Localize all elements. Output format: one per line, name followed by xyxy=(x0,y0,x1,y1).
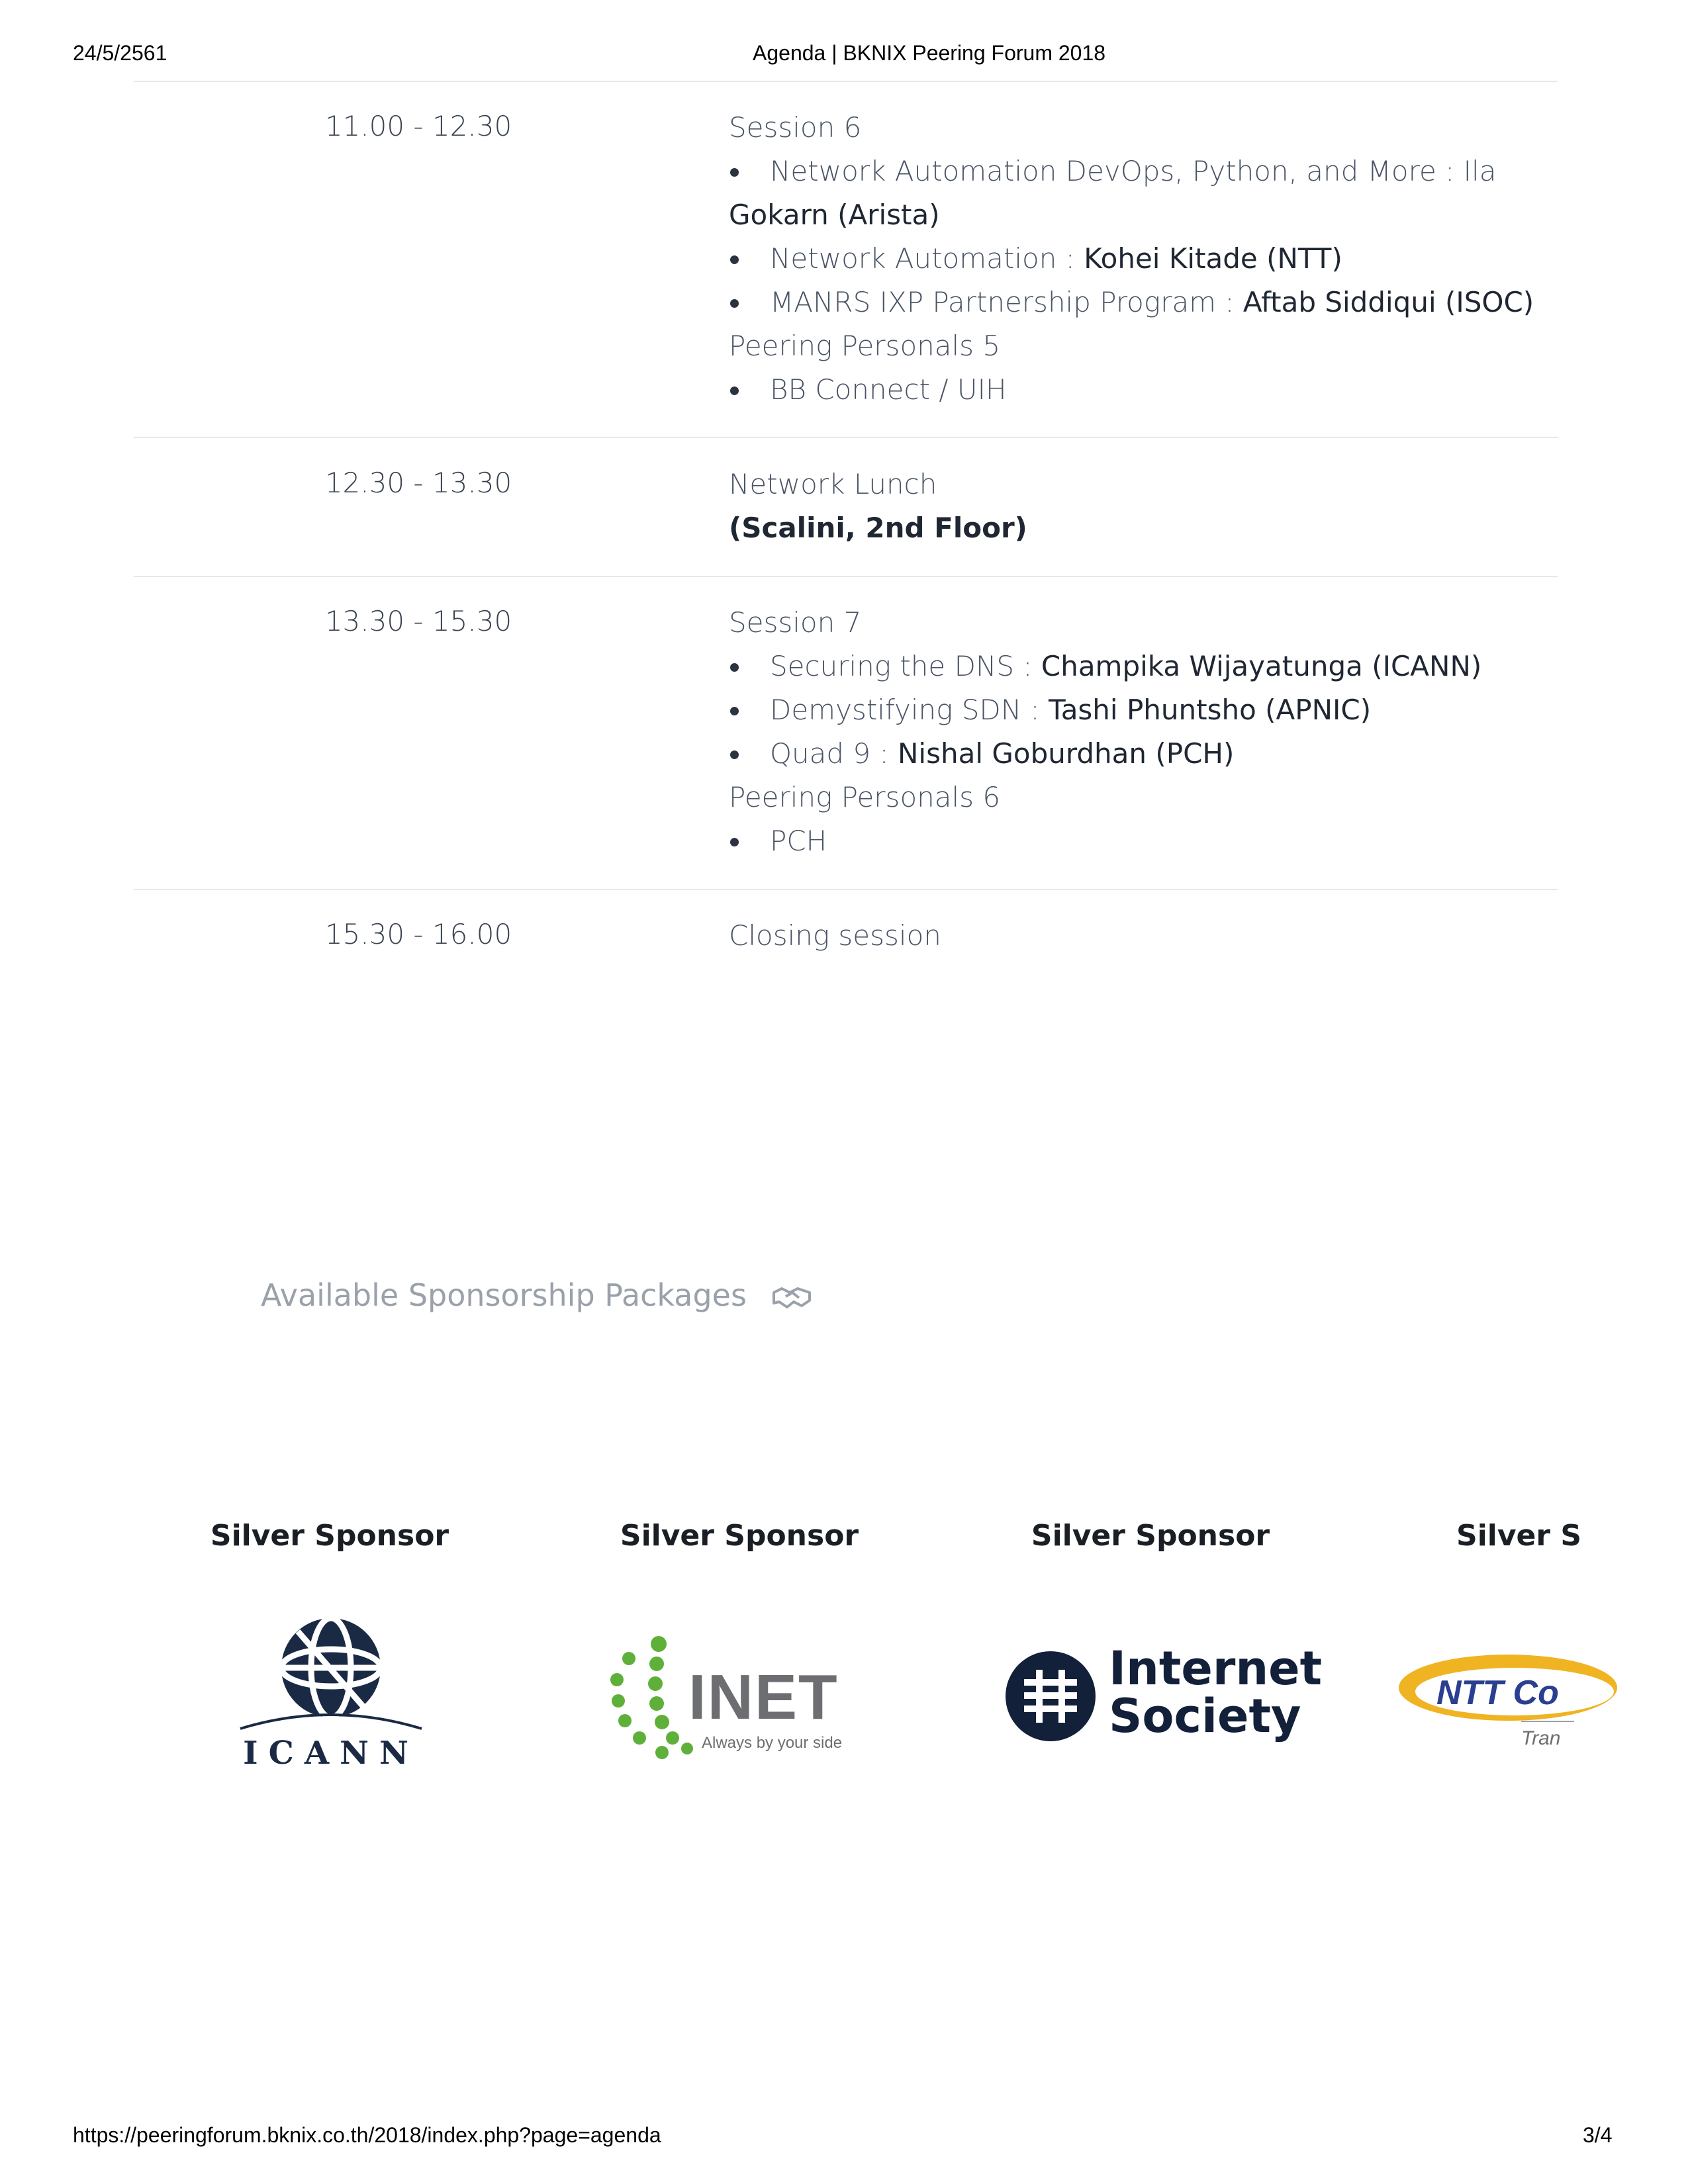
peering-title: Peering Personals 6 xyxy=(729,781,1001,813)
divider xyxy=(134,576,1558,577)
agenda-session-block xyxy=(729,914,1563,958)
talk-item xyxy=(729,150,1563,193)
session-title: Network Lunch xyxy=(729,468,937,500)
sponsor-tier-label: Silver S xyxy=(1456,1519,1582,1553)
talk-topic: Demystifying SDN : xyxy=(770,694,1049,726)
print-title: Agenda | BKNIX Peering Forum 2018 xyxy=(753,41,1106,65)
divider xyxy=(134,437,1558,438)
session-title: Session 7 xyxy=(729,606,862,639)
sponsor-tier-label: Silver Sponsor xyxy=(620,1519,859,1553)
isoc-logo-text-1: Internet xyxy=(1109,1641,1323,1696)
inet-logo-text: INET xyxy=(688,1662,839,1733)
print-date: 24/5/2561 xyxy=(73,41,167,65)
divider xyxy=(134,81,1558,82)
ntt-divider xyxy=(1521,1721,1574,1722)
talk-item xyxy=(729,645,1563,688)
isoc-logo-text-2: Society xyxy=(1109,1689,1301,1743)
talk-topic: MANRS IXP Partnership Program : xyxy=(770,286,1243,318)
talk-topic: Network Automation DevOps, Python, and More : Ila xyxy=(770,155,1497,187)
icann-logo[interactable] xyxy=(235,1615,427,1780)
ntt-tagline: Tran xyxy=(1521,1727,1561,1749)
sponsor-tier-label: Silver Sponsor xyxy=(1031,1519,1270,1553)
inet-tagline: Always by your side xyxy=(702,1734,843,1752)
print-url: https://peeringforum.bknix.co.th/2018/index.php?page=agenda xyxy=(73,2123,661,2147)
session-title: Session 6 xyxy=(729,111,862,144)
agenda-time: 13.30 - 15.30 xyxy=(324,605,512,637)
agenda-session-block xyxy=(729,463,1563,550)
agenda-time: 12.30 - 13.30 xyxy=(324,467,512,499)
sponsorship-link-label: Available Sponsorship Packages xyxy=(261,1277,747,1313)
inet-logo[interactable] xyxy=(609,1635,874,1767)
talk-speaker: Kohei Kitade (NTT) xyxy=(1084,242,1342,275)
agenda-time: 11.00 - 12.30 xyxy=(324,110,512,142)
talk-speaker: Tashi Phuntsho (APNIC) xyxy=(1048,694,1372,726)
peering-title: Peering Personals 5 xyxy=(729,330,1001,362)
session-title: Closing session xyxy=(729,919,941,952)
divider xyxy=(134,889,1558,890)
talk-item xyxy=(729,688,1563,732)
agenda-session-block xyxy=(729,601,1563,863)
sponsor-tier-label: Silver Sponsor xyxy=(210,1519,449,1553)
globe-icon xyxy=(235,1615,427,1731)
peering-item: PCH xyxy=(729,819,1563,863)
icann-logo-text: ICANN xyxy=(243,1735,419,1772)
print-page-number: 3/4 xyxy=(1583,2123,1613,2147)
internet-society-logo[interactable] xyxy=(1004,1641,1323,1759)
handshake-icon xyxy=(771,1285,812,1311)
session-location: (Scalini, 2nd Floor) xyxy=(729,512,1027,544)
agenda-time: 15.30 - 16.00 xyxy=(324,918,512,950)
isoc-globe-icon xyxy=(1004,1650,1097,1743)
talk-speaker: Nishal Goburdhan (PCH) xyxy=(898,737,1235,770)
talk-speaker: Champika Wijayatunga (ICANN) xyxy=(1041,650,1482,682)
talk-topic: Network Automation : xyxy=(770,242,1084,275)
ntt-logo[interactable] xyxy=(1395,1635,1561,1767)
talk-speaker: Aftab Siddiqui (ISOC) xyxy=(1243,286,1534,318)
talk-speaker: Gokarn (Arista) xyxy=(729,199,940,231)
sponsorship-packages-link[interactable] xyxy=(261,1277,812,1313)
talk-item xyxy=(729,732,1563,776)
agenda-session-block xyxy=(729,106,1563,412)
talk-item xyxy=(729,281,1563,324)
talk-item xyxy=(729,237,1563,281)
talk-topic: Quad 9 : xyxy=(770,737,898,770)
ntt-logo-text: NTT Co xyxy=(1436,1674,1559,1712)
talk-topic: Securing the DNS : xyxy=(770,650,1041,682)
peering-item: BB Connect / UIH xyxy=(729,368,1563,412)
